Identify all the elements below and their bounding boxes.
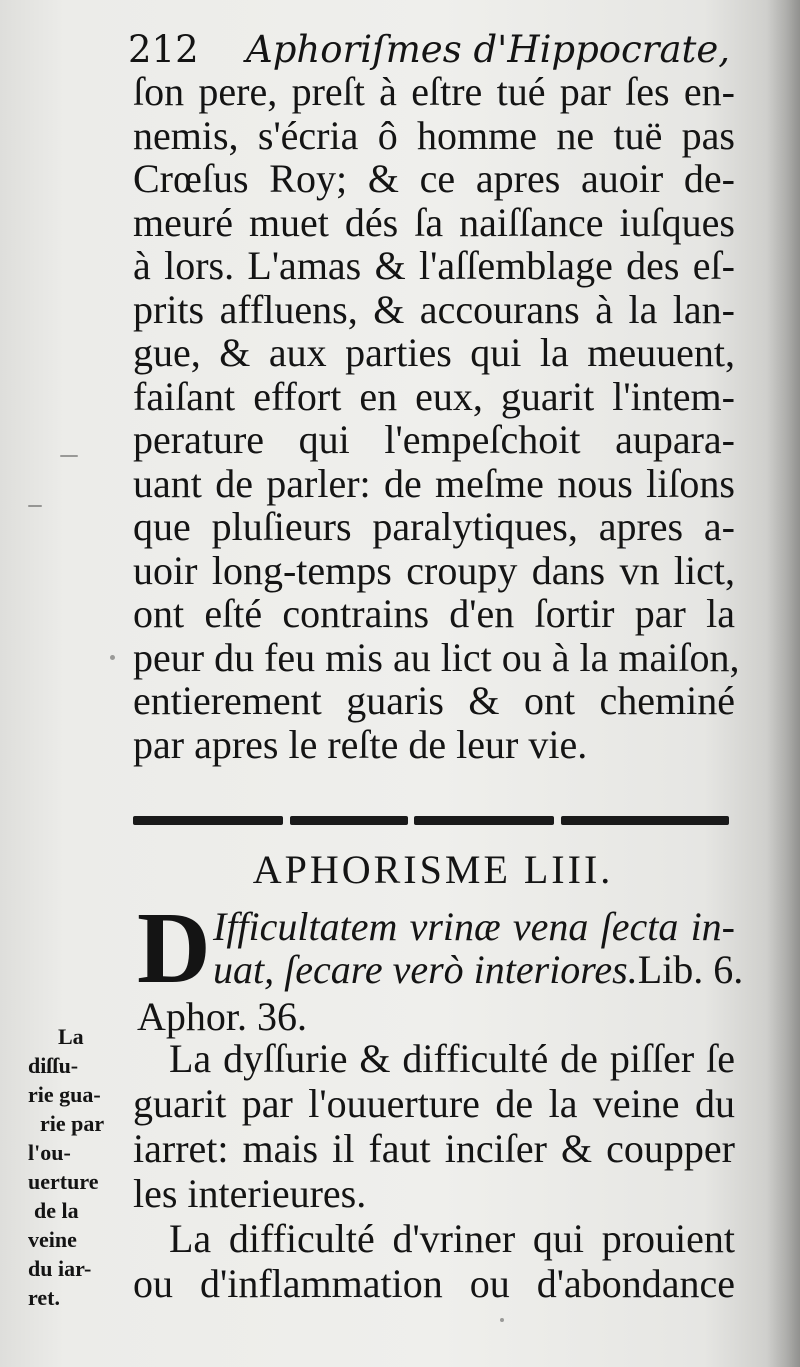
ink-speck xyxy=(60,455,78,457)
page-number: 212 xyxy=(128,28,199,71)
ink-speck xyxy=(110,655,115,660)
divider-segment xyxy=(561,816,729,825)
body-line: entierement guaris & ont cheminé xyxy=(133,678,735,723)
body-line: Crœſus Roy; & ce apres auoir de- xyxy=(133,156,735,201)
latin-reference: Lib. 6. xyxy=(637,947,744,992)
margin-note-line: du iar- xyxy=(28,1256,92,1281)
margin-note xyxy=(28,1022,128,1312)
latin-aphorism xyxy=(133,892,744,1039)
margin-note-line: diſſu- xyxy=(28,1053,79,1078)
body-line: que pluſieurs paralytiques, apres a- xyxy=(133,504,735,549)
margin-note-line: La xyxy=(58,1024,84,1049)
body-line: peur du feu mis au lict ou à la maiſon, xyxy=(133,634,740,680)
body-line: gue, & aux parties qui la meuuent, xyxy=(133,330,735,375)
body-line: ſon pere, preſt à eſtre tué par ſes en- xyxy=(133,69,735,114)
divider-segment xyxy=(290,816,408,825)
body-paragraph xyxy=(133,69,740,767)
gutter-shadow xyxy=(766,0,800,1367)
section-divider xyxy=(133,816,729,825)
divider-segment xyxy=(133,816,283,825)
margin-note-line: de la xyxy=(34,1198,79,1223)
body-line: faiſant effort en eux, guarit l'intem- xyxy=(133,373,735,419)
french-commentary xyxy=(133,1036,735,1306)
latin-text: uat, ſecare verò interiores. xyxy=(213,947,638,992)
body-line: par apres le reſte de leur vie. xyxy=(133,721,588,767)
aphorism-title: APHORISME LIII. xyxy=(252,847,614,892)
commentary-line: La dyſſurie & difficulté de piſſer ſe xyxy=(169,1036,735,1081)
commentary-line: guarit par l'ouuerture de la veine du xyxy=(133,1081,735,1126)
body-line: meuré muet dés ſa naiſſance iuſques xyxy=(133,199,735,245)
margin-note-line: rie gua- xyxy=(28,1082,101,1107)
running-title: Aphoriſmes d'Hippocrate, xyxy=(246,28,731,71)
ink-speck xyxy=(500,1318,504,1322)
ink-speck xyxy=(28,505,42,507)
body-line: uant de parler: de meſme nous liſons xyxy=(133,460,735,506)
commentary-line: les interieures. xyxy=(133,1171,367,1216)
latin-line: Ifficultatem vrinæ vena ſecta in- xyxy=(213,904,735,949)
body-line: ont eſté contrains d'en ſortir par la xyxy=(133,591,735,636)
margin-note-line: veine xyxy=(28,1227,77,1252)
body-line: perature qui l'empeſchoit aupara- xyxy=(133,417,735,462)
drop-cap: D xyxy=(137,892,211,1005)
latin-line xyxy=(213,947,744,992)
body-line: uoir long-temps croupy dans vn lict, xyxy=(133,547,735,593)
aphorism-reference: Aphor. 36. xyxy=(137,994,307,1039)
divider-segment xyxy=(414,816,554,825)
body-line: à lors. L'amas & l'aſſemblage des eſ- xyxy=(133,243,735,288)
commentary-line: iarret: mais il faut inciſer & coupper xyxy=(133,1126,735,1171)
body-line: nemis, s'écria ô homme ne tuë pas xyxy=(133,112,735,158)
margin-note-line: rie par xyxy=(40,1111,105,1136)
body-line: prits affluens, & accourans à la lan- xyxy=(133,286,735,332)
margin-note-line: uerture xyxy=(28,1169,99,1194)
margin-note-line: l'ou- xyxy=(28,1140,71,1165)
commentary-line: La difficulté d'vriner qui prouient xyxy=(169,1216,735,1261)
commentary-line: ou d'inflammation ou d'abondance xyxy=(133,1261,735,1306)
margin-note-line: ret. xyxy=(28,1285,60,1310)
